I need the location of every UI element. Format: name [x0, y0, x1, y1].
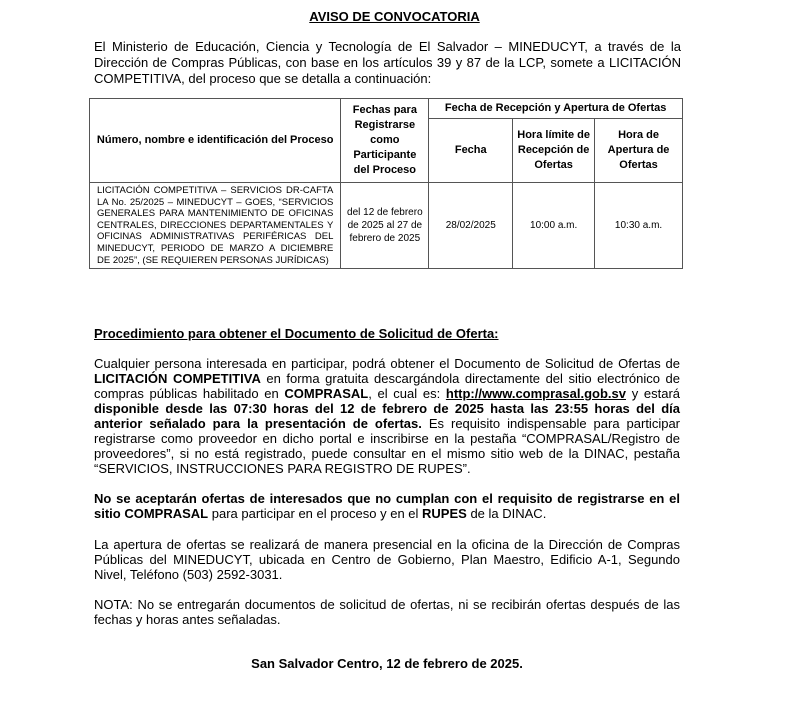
- comprasal-link[interactable]: http://www.comprasal.gob.sv: [445, 386, 626, 401]
- header-fecha: Fecha: [429, 119, 513, 183]
- opening-paragraph: La apertura de ofertas se realizará de manera presencial en la oficina de la Dirección de Compras Públicas del MINEDUCYT, ubicada en Centro de Gobierno, Plan Maestro, Edificio A-1, Segundo Nivel, Teléfono (503) 2592-3031.: [94, 537, 680, 582]
- p2-text-2: de la DINAC.: [466, 506, 547, 521]
- p2-text-1: para participar en el proceso y en el: [208, 506, 423, 521]
- procedure-heading: Procedimiento para obtener el Documento de Solicitud de Oferta:: [94, 326, 499, 341]
- p1-text-4: y estará: [626, 386, 681, 401]
- procedure-paragraph: [94, 356, 680, 476]
- p1-text-2: en forma gratuita descargándola directamente del sitio electrónico de compras públicas habilitado en: [94, 371, 680, 401]
- cell-proceso: LICITACIÓN COMPETITIVA – SERVICIOS DR-CAFTA LA No. 25/2025 – MINEDUCYT – GOES, “SERVICIOS GENERALES PARA MANTENIMIENTO DE OFICINAS CENTRALES, DIRECCIONES DEPARTAMENTALES Y OFICINAS ADMINISTRATIVAS PERIFÉRICAS DEL MINEDUCYT, PERIODO DE MARZO A DICIEMBRE DE 2025”, (SE REQUIEREN PERSONAS JURÍDICAS): [90, 183, 341, 269]
- cell-fechas-registro: del 12 de febrero de 2025 al 27 de febrero de 2025: [341, 183, 429, 269]
- intro-paragraph: El Ministerio de Educación, Ciencia y Tecnología de El Salvador – MINEDUCYT, a través de la Dirección de Compras Públicas, con base en los artículos 39 y 87 de la LCP, somete a LICITACIÓN COMPETITIVA, del proceso que se detalla a continuación:: [94, 39, 681, 86]
- table-row: [90, 183, 683, 269]
- table-header-row: [90, 99, 683, 119]
- p1-text-5: Es requisito indispensable para participar registrarse como proveedor en dicho portal e inscribirse en la pestaña “COMPRASAL/Registro de proveedores”, si no está registrado, puede consultar en el mismo sitio web de la DINAC, pestaña “SERVICIOS, INSTRUCCIONES PARA REGISTRO DE RUPES”.: [94, 416, 681, 476]
- p2-bold-2: RUPES: [422, 506, 467, 521]
- header-hora-limite: Hora límite de Recepción de Ofertas: [513, 119, 595, 183]
- header-proceso: Número, nombre e identificación del Proceso: [90, 99, 341, 183]
- header-recepcion-group: Fecha de Recepción y Apertura de Ofertas: [429, 99, 683, 119]
- page-title: [0, 9, 789, 24]
- p1-bold-1: LICITACIÓN COMPETITIVA: [94, 371, 261, 386]
- cell-hora-limite: 10:00 a.m.: [513, 183, 595, 269]
- p1-text-3: , el cual es:: [368, 386, 446, 401]
- header-fechas-registro: Fechas para Registrarse como Participante del Proceso: [341, 99, 429, 183]
- note-paragraph: NOTA: No se entregarán documentos de solicitud de ofertas, ni se recibirán ofertas después de las fechas y horas antes señaladas.: [94, 597, 680, 627]
- requirement-paragraph: [94, 491, 680, 521]
- p1-text-1: Cualquier persona interesada en participar, podrá obtener el Documento de Solicitud de Ofertas de: [94, 356, 680, 371]
- process-table: [89, 98, 683, 269]
- p2-bold-1: No se aceptarán ofertas de interesados que no cumplan con el requisito de registrarse en el sitio COMPRASAL: [94, 491, 680, 521]
- cell-fecha: 28/02/2025: [429, 183, 513, 269]
- header-hora-apertura: Hora de Apertura de Ofertas: [595, 119, 683, 183]
- title-text: AVISO DE CONVOCATORIA: [309, 9, 480, 24]
- cell-hora-apertura: 10:30 a.m.: [595, 183, 683, 269]
- p1-bold-2: COMPRASAL: [284, 386, 369, 401]
- p1-bold-3: disponible desde las 07:30 horas del 12 de febrero de 2025 hasta las 23:55 horas del día anterior señalado para la presentación de ofertas.: [94, 401, 680, 431]
- signature-line: San Salvador Centro, 12 de febrero de 2025.: [251, 656, 523, 671]
